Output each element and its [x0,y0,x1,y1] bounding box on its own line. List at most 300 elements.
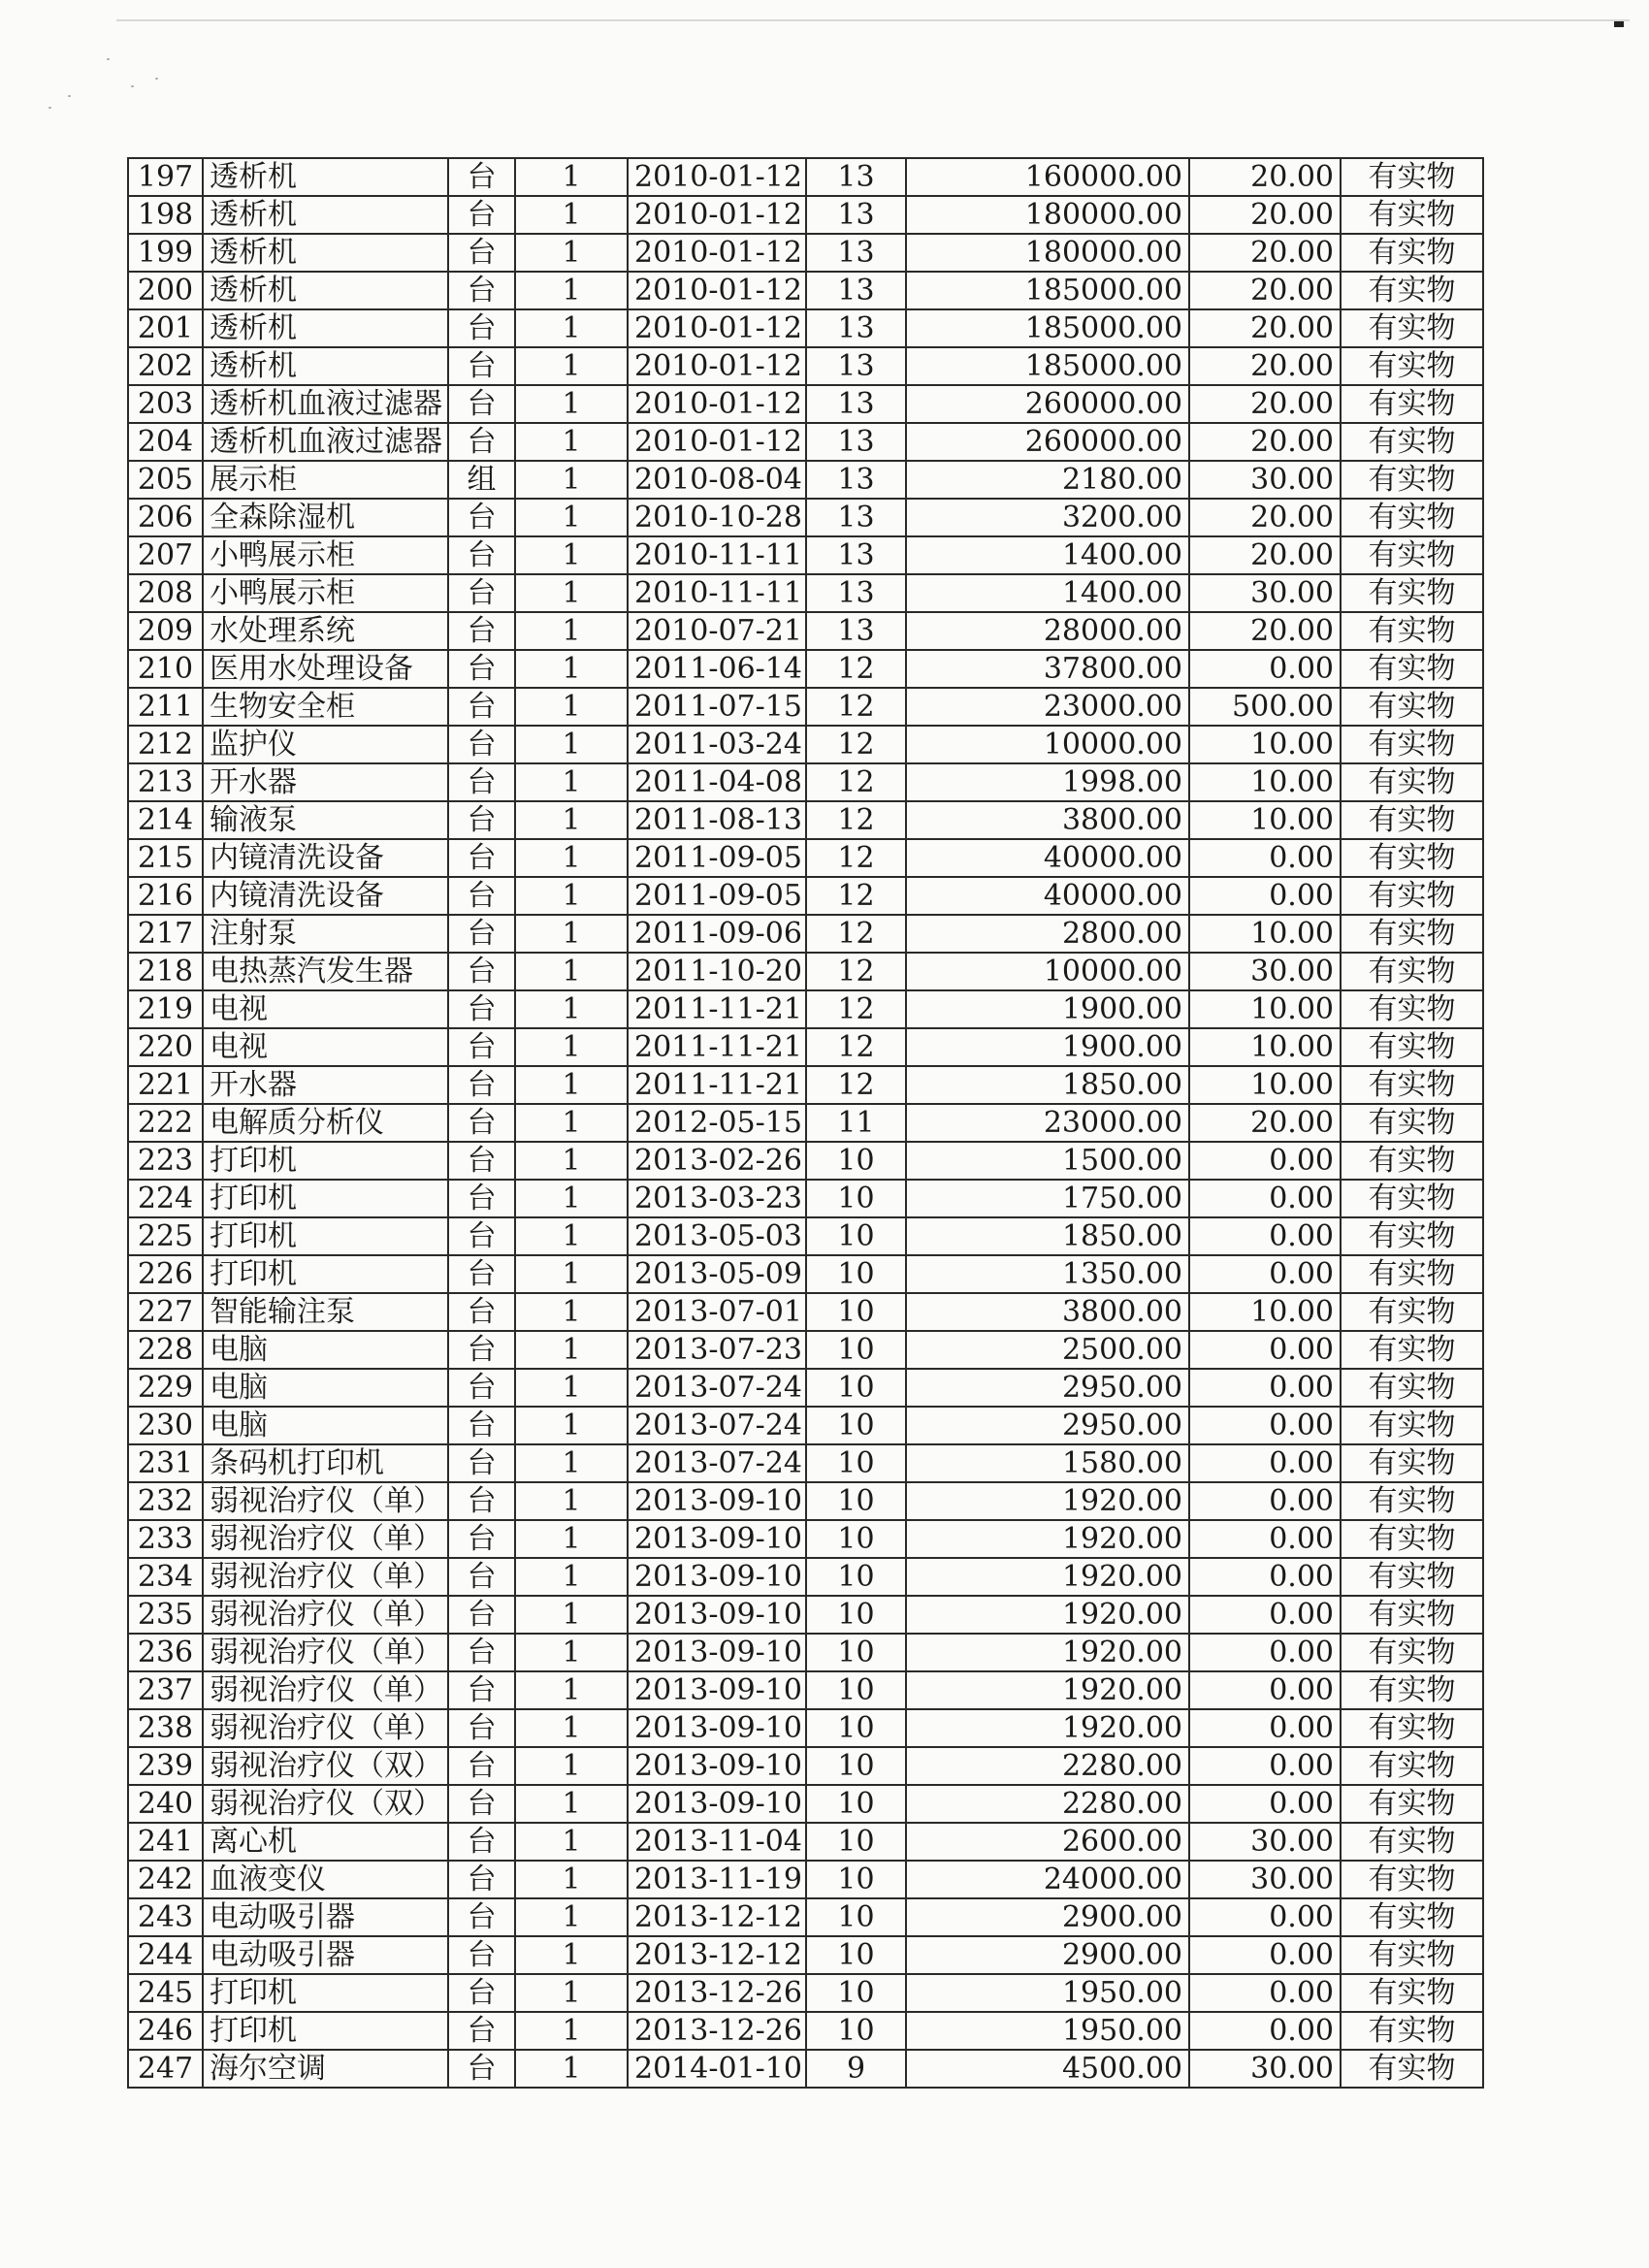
years-cell: 10 [806,2012,906,2050]
residual-value-cell: 10.00 [1189,990,1341,1028]
unit-cell: 台 [448,763,515,801]
years-cell: 10 [806,1974,906,2012]
unit-cell: 台 [448,1180,515,1217]
status-cell: 有实物 [1341,1217,1483,1255]
purchase-date-cell: 2013-12-12 [628,1898,806,1936]
row-number-cell: 242 [128,1861,203,1898]
original-value-cell: 185000.00 [906,272,1189,309]
purchase-date-cell: 2011-09-05 [628,877,806,915]
years-cell: 11 [806,1104,906,1142]
table-row [128,1104,1483,1142]
quantity-cell: 1 [515,1066,628,1104]
original-value-cell: 260000.00 [906,423,1189,461]
unit-cell: 台 [448,234,515,272]
asset-name-cell: 内镜清洗设备 [203,839,448,877]
residual-value-cell: 0.00 [1189,1936,1341,1974]
unit-cell: 台 [448,839,515,877]
purchase-date-cell: 2010-01-12 [628,423,806,461]
asset-name-cell: 展示柜 [203,461,448,499]
residual-value-cell: 0.00 [1189,1331,1341,1369]
years-cell: 12 [806,839,906,877]
years-cell: 10 [806,1255,906,1293]
quantity-cell: 1 [515,309,628,347]
quantity-cell: 1 [515,1898,628,1936]
residual-value-cell: 0.00 [1189,1671,1341,1709]
quantity-cell: 1 [515,2050,628,2088]
purchase-date-cell: 2010-08-04 [628,461,806,499]
residual-value-cell: 10.00 [1189,763,1341,801]
row-number-cell: 208 [128,574,203,612]
quantity-cell: 1 [515,1861,628,1898]
original-value-cell: 260000.00 [906,385,1189,423]
residual-value-cell: 20.00 [1189,196,1341,234]
row-number-cell: 247 [128,2050,203,2088]
row-number-cell: 244 [128,1936,203,1974]
unit-cell: 台 [448,1331,515,1369]
original-value-cell: 185000.00 [906,347,1189,385]
row-number-cell: 230 [128,1407,203,1444]
original-value-cell: 1920.00 [906,1634,1189,1671]
years-cell: 10 [806,1898,906,1936]
purchase-date-cell: 2013-09-10 [628,1747,806,1785]
table-row [128,1217,1483,1255]
residual-value-cell: 20.00 [1189,347,1341,385]
quantity-cell: 1 [515,536,628,574]
status-cell: 有实物 [1341,423,1483,461]
unit-cell: 台 [448,1104,515,1142]
table-row [128,839,1483,877]
status-cell: 有实物 [1341,309,1483,347]
purchase-date-cell: 2013-02-26 [628,1142,806,1180]
years-cell: 10 [806,1823,906,1861]
asset-name-cell: 电视 [203,990,448,1028]
quantity-cell: 1 [515,574,628,612]
page-top-edge [116,19,1630,21]
original-value-cell: 3200.00 [906,499,1189,536]
row-number-cell: 213 [128,763,203,801]
years-cell: 13 [806,196,906,234]
years-cell: 10 [806,1444,906,1482]
unit-cell: 台 [448,953,515,990]
purchase-date-cell: 2013-09-10 [628,1709,806,1747]
quantity-cell: 1 [515,347,628,385]
asset-name-cell: 打印机 [203,2012,448,2050]
purchase-date-cell: 2011-03-24 [628,726,806,763]
original-value-cell: 1950.00 [906,1974,1189,2012]
original-value-cell: 4500.00 [906,2050,1189,2088]
asset-name-cell: 生物安全柜 [203,688,448,726]
row-number-cell: 237 [128,1671,203,1709]
status-cell: 有实物 [1341,347,1483,385]
unit-cell: 台 [448,1066,515,1104]
asset-name-cell: 开水器 [203,763,448,801]
asset-name-cell: 透析机血液过滤器 [203,423,448,461]
table-row [128,953,1483,990]
table-row [128,1407,1483,1444]
asset-name-cell: 弱视治疗仪（双） [203,1747,448,1785]
asset-name-cell: 小鸭展示柜 [203,574,448,612]
years-cell: 12 [806,801,906,839]
residual-value-cell: 20.00 [1189,385,1341,423]
unit-cell: 台 [448,1444,515,1482]
quantity-cell: 1 [515,1823,628,1861]
asset-name-cell: 电动吸引器 [203,1936,448,1974]
quantity-cell: 1 [515,877,628,915]
original-value-cell: 1920.00 [906,1558,1189,1596]
residual-value-cell: 20.00 [1189,158,1341,196]
unit-cell: 台 [448,1709,515,1747]
row-number-cell: 219 [128,990,203,1028]
table-row [128,1255,1483,1293]
status-cell: 有实物 [1341,990,1483,1028]
quantity-cell: 1 [515,1520,628,1558]
quantity-cell: 1 [515,801,628,839]
years-cell: 13 [806,309,906,347]
status-cell: 有实物 [1341,1444,1483,1482]
years-cell: 12 [806,1066,906,1104]
status-cell: 有实物 [1341,839,1483,877]
purchase-date-cell: 2013-03-23 [628,1180,806,1217]
row-number-cell: 218 [128,953,203,990]
residual-value-cell: 30.00 [1189,1861,1341,1898]
residual-value-cell: 0.00 [1189,1785,1341,1823]
purchase-date-cell: 2011-08-13 [628,801,806,839]
residual-value-cell: 0.00 [1189,1520,1341,1558]
residual-value-cell: 20.00 [1189,536,1341,574]
years-cell: 10 [806,1558,906,1596]
quantity-cell: 1 [515,1558,628,1596]
unit-cell: 台 [448,650,515,688]
purchase-date-cell: 2010-01-12 [628,196,806,234]
years-cell: 10 [806,1936,906,1974]
asset-name-cell: 电视 [203,1028,448,1066]
residual-value-cell: 20.00 [1189,612,1341,650]
original-value-cell: 40000.00 [906,877,1189,915]
years-cell: 10 [806,1142,906,1180]
quantity-cell: 1 [515,990,628,1028]
original-value-cell: 3800.00 [906,801,1189,839]
original-value-cell: 180000.00 [906,196,1189,234]
row-number-cell: 200 [128,272,203,309]
asset-name-cell: 监护仪 [203,726,448,763]
status-cell: 有实物 [1341,650,1483,688]
years-cell: 10 [806,1747,906,1785]
original-value-cell: 1920.00 [906,1709,1189,1747]
asset-name-cell: 电脑 [203,1369,448,1407]
residual-value-cell: 0.00 [1189,2012,1341,2050]
unit-cell: 台 [448,801,515,839]
table-row [128,536,1483,574]
asset-name-cell: 弱视治疗仪（单） [203,1709,448,1747]
quantity-cell: 1 [515,499,628,536]
row-number-cell: 201 [128,309,203,347]
unit-cell: 台 [448,915,515,953]
residual-value-cell: 10.00 [1189,1293,1341,1331]
status-cell: 有实物 [1341,1482,1483,1520]
residual-value-cell: 0.00 [1189,1709,1341,1747]
row-number-cell: 232 [128,1482,203,1520]
asset-name-cell: 打印机 [203,1180,448,1217]
purchase-date-cell: 2011-11-21 [628,1066,806,1104]
residual-value-cell: 10.00 [1189,915,1341,953]
unit-cell: 台 [448,612,515,650]
purchase-date-cell: 2010-10-28 [628,499,806,536]
original-value-cell: 1580.00 [906,1444,1189,1482]
asset-name-cell: 离心机 [203,1823,448,1861]
purchase-date-cell: 2013-11-04 [628,1823,806,1861]
unit-cell: 台 [448,158,515,196]
row-number-cell: 220 [128,1028,203,1066]
table-row [128,915,1483,953]
table-row [128,385,1483,423]
years-cell: 13 [806,347,906,385]
status-cell: 有实物 [1341,272,1483,309]
purchase-date-cell: 2010-07-21 [628,612,806,650]
row-number-cell: 217 [128,915,203,953]
quantity-cell: 1 [515,650,628,688]
years-cell: 12 [806,877,906,915]
unit-cell: 台 [448,1974,515,2012]
row-number-cell: 214 [128,801,203,839]
table-row [128,2012,1483,2050]
quantity-cell: 1 [515,196,628,234]
years-cell: 10 [806,1180,906,1217]
residual-value-cell: 0.00 [1189,1369,1341,1407]
quantity-cell: 1 [515,1104,628,1142]
original-value-cell: 3800.00 [906,1293,1189,1331]
original-value-cell: 1750.00 [906,1180,1189,1217]
row-number-cell: 234 [128,1558,203,1596]
unit-cell: 台 [448,1028,515,1066]
table-row [128,2050,1483,2088]
status-cell: 有实物 [1341,2050,1483,2088]
status-cell: 有实物 [1341,953,1483,990]
scan-specks [39,39,175,126]
row-number-cell: 225 [128,1217,203,1255]
residual-value-cell: 0.00 [1189,1444,1341,1482]
years-cell: 10 [806,1861,906,1898]
row-number-cell: 207 [128,536,203,574]
years-cell: 10 [806,1709,906,1747]
row-number-cell: 210 [128,650,203,688]
years-cell: 12 [806,763,906,801]
residual-value-cell: 0.00 [1189,1974,1341,2012]
table-row [128,1785,1483,1823]
table-row [128,234,1483,272]
original-value-cell: 10000.00 [906,953,1189,990]
original-value-cell: 24000.00 [906,1861,1189,1898]
table-row [128,272,1483,309]
status-cell: 有实物 [1341,1634,1483,1671]
residual-value-cell: 0.00 [1189,1747,1341,1785]
status-cell: 有实物 [1341,1104,1483,1142]
unit-cell: 台 [448,347,515,385]
quantity-cell: 1 [515,1369,628,1407]
row-number-cell: 229 [128,1369,203,1407]
status-cell: 有实物 [1341,877,1483,915]
unit-cell: 台 [448,536,515,574]
unit-cell: 台 [448,2050,515,2088]
asset-name-cell: 电脑 [203,1407,448,1444]
purchase-date-cell: 2012-05-15 [628,1104,806,1142]
purchase-date-cell: 2013-07-24 [628,1407,806,1444]
unit-cell: 台 [448,1596,515,1634]
table-row [128,1709,1483,1747]
asset-name-cell: 开水器 [203,1066,448,1104]
status-cell: 有实物 [1341,1785,1483,1823]
status-cell: 有实物 [1341,1747,1483,1785]
original-value-cell: 37800.00 [906,650,1189,688]
status-cell: 有实物 [1341,499,1483,536]
original-value-cell: 2600.00 [906,1823,1189,1861]
original-value-cell: 1920.00 [906,1596,1189,1634]
residual-value-cell: 0.00 [1189,1180,1341,1217]
asset-name-cell: 弱视治疗仪（单） [203,1596,448,1634]
quantity-cell: 1 [515,158,628,196]
asset-name-cell: 全森除湿机 [203,499,448,536]
quantity-cell: 1 [515,1028,628,1066]
row-number-cell: 241 [128,1823,203,1861]
purchase-date-cell: 2010-01-12 [628,272,806,309]
row-number-cell: 203 [128,385,203,423]
quantity-cell: 1 [515,423,628,461]
purchase-date-cell: 2011-11-21 [628,1028,806,1066]
purchase-date-cell: 2011-06-14 [628,650,806,688]
unit-cell: 台 [448,1861,515,1898]
asset-name-cell: 电动吸引器 [203,1898,448,1936]
original-value-cell: 23000.00 [906,688,1189,726]
quantity-cell: 1 [515,763,628,801]
quantity-cell: 1 [515,953,628,990]
purchase-date-cell: 2013-09-10 [628,1671,806,1709]
quantity-cell: 1 [515,461,628,499]
row-number-cell: 222 [128,1104,203,1142]
status-cell: 有实物 [1341,688,1483,726]
quantity-cell: 1 [515,1217,628,1255]
row-number-cell: 211 [128,688,203,726]
quantity-cell: 1 [515,1180,628,1217]
original-value-cell: 2280.00 [906,1747,1189,1785]
row-number-cell: 205 [128,461,203,499]
row-number-cell: 245 [128,1974,203,2012]
original-value-cell: 2280.00 [906,1785,1189,1823]
table-row [128,612,1483,650]
original-value-cell: 1920.00 [906,1482,1189,1520]
status-cell: 有实物 [1341,1293,1483,1331]
original-value-cell: 1350.00 [906,1255,1189,1293]
table-row [128,1898,1483,1936]
quantity-cell: 1 [515,1634,628,1671]
years-cell: 10 [806,1407,906,1444]
unit-cell: 台 [448,877,515,915]
original-value-cell: 23000.00 [906,1104,1189,1142]
unit-cell: 台 [448,1558,515,1596]
purchase-date-cell: 2013-09-10 [628,1558,806,1596]
row-number-cell: 228 [128,1331,203,1369]
residual-value-cell: 20.00 [1189,1104,1341,1142]
table-row [128,158,1483,196]
row-number-cell: 202 [128,347,203,385]
status-cell: 有实物 [1341,1898,1483,1936]
table-row [128,650,1483,688]
asset-name-cell: 注射泵 [203,915,448,953]
asset-name-cell: 透析机 [203,309,448,347]
unit-cell: 台 [448,1293,515,1331]
row-number-cell: 243 [128,1898,203,1936]
quantity-cell: 1 [515,726,628,763]
status-cell: 有实物 [1341,1255,1483,1293]
quantity-cell: 1 [515,1785,628,1823]
purchase-date-cell: 2011-04-08 [628,763,806,801]
asset-name-cell: 医用水处理设备 [203,650,448,688]
quantity-cell: 1 [515,2012,628,2050]
table-row [128,877,1483,915]
table-row [128,726,1483,763]
unit-cell: 台 [448,1407,515,1444]
asset-name-cell: 透析机 [203,158,448,196]
table-row [128,309,1483,347]
years-cell: 13 [806,423,906,461]
row-number-cell: 235 [128,1596,203,1634]
residual-value-cell: 30.00 [1189,953,1341,990]
asset-name-cell: 打印机 [203,1142,448,1180]
unit-cell: 台 [448,1255,515,1293]
row-number-cell: 215 [128,839,203,877]
purchase-date-cell: 2010-01-12 [628,234,806,272]
unit-cell: 台 [448,309,515,347]
residual-value-cell: 0.00 [1189,1634,1341,1671]
purchase-date-cell: 2013-05-03 [628,1217,806,1255]
years-cell: 12 [806,726,906,763]
original-value-cell: 28000.00 [906,612,1189,650]
purchase-date-cell: 2013-09-10 [628,1785,806,1823]
unit-cell: 组 [448,461,515,499]
table-row [128,1520,1483,1558]
residual-value-cell: 20.00 [1189,423,1341,461]
original-value-cell: 1920.00 [906,1671,1189,1709]
original-value-cell: 1400.00 [906,536,1189,574]
residual-value-cell: 0.00 [1189,1407,1341,1444]
unit-cell: 台 [448,1634,515,1671]
row-number-cell: 212 [128,726,203,763]
quantity-cell: 1 [515,1482,628,1520]
years-cell: 10 [806,1671,906,1709]
row-number-cell: 224 [128,1180,203,1217]
status-cell: 有实物 [1341,1596,1483,1634]
row-number-cell: 221 [128,1066,203,1104]
purchase-date-cell: 2010-11-11 [628,536,806,574]
unit-cell: 台 [448,1936,515,1974]
row-number-cell: 236 [128,1634,203,1671]
purchase-date-cell: 2011-09-05 [628,839,806,877]
quantity-cell: 1 [515,688,628,726]
status-cell: 有实物 [1341,1936,1483,1974]
table-row [128,1331,1483,1369]
asset-name-cell: 透析机 [203,234,448,272]
asset-name-cell: 弱视治疗仪（单） [203,1520,448,1558]
purchase-date-cell: 2013-11-19 [628,1861,806,1898]
asset-name-cell: 透析机 [203,272,448,309]
residual-value-cell: 0.00 [1189,1142,1341,1180]
status-cell: 有实物 [1341,574,1483,612]
table-row [128,1823,1483,1861]
residual-value-cell: 0.00 [1189,1217,1341,1255]
status-cell: 有实物 [1341,158,1483,196]
purchase-date-cell: 2011-10-20 [628,953,806,990]
years-cell: 10 [806,1785,906,1823]
years-cell: 12 [806,915,906,953]
original-value-cell: 1900.00 [906,990,1189,1028]
